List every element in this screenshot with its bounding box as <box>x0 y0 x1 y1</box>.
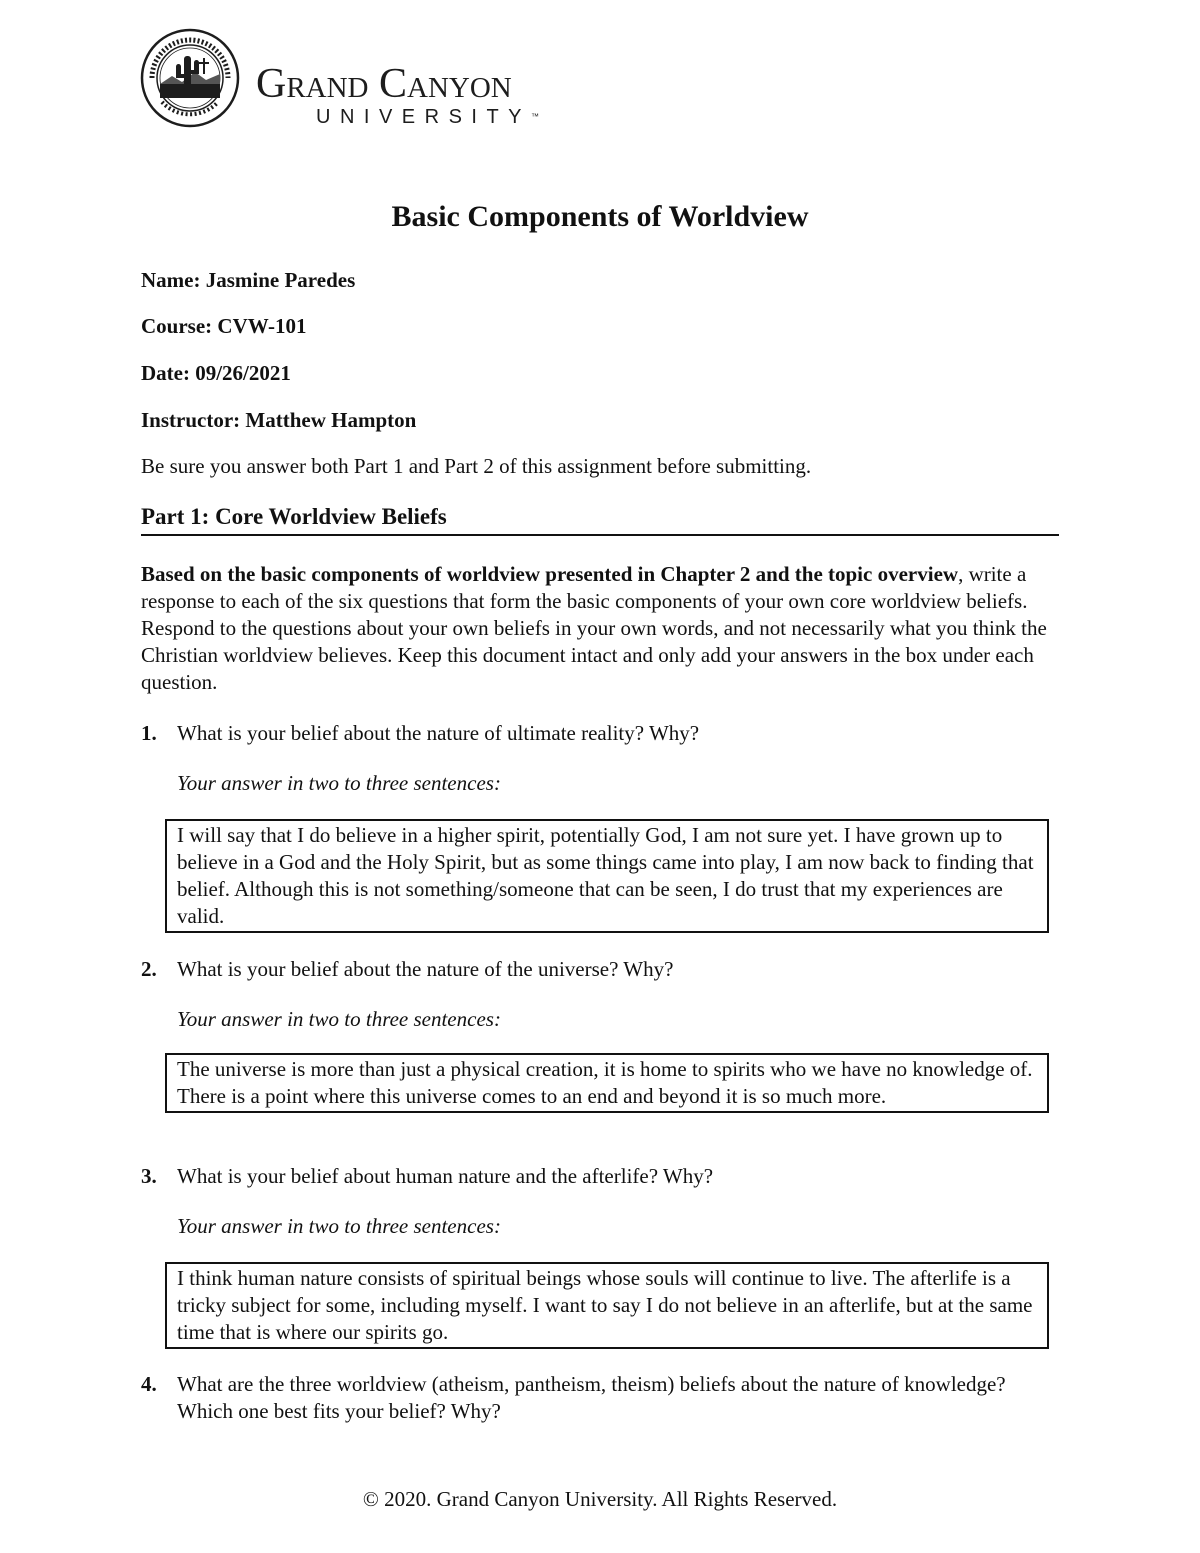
answer-prompt: Your answer in two to three sentences: <box>177 771 501 795</box>
question-text: What is your belief about the nature of the universe? Why? <box>177 957 674 981</box>
logo-subtitle: UNIVERSITY™ <box>316 106 540 128</box>
document-title: Basic Components of Worldview <box>391 200 809 233</box>
question-text: What are the three worldview (atheism, pantheism, theism) beliefs about the nature of knowledge? Which one best fits your belief? Why? <box>177 1372 1006 1423</box>
copyright-footer: © 2020. Grand Canyon University. All Rights Reserved. <box>362 1487 838 1511</box>
question-number: 4. <box>141 1372 157 1396</box>
question-text: What is your belief about human nature and the afterlife? Why? <box>177 1164 714 1188</box>
university-seal-icon <box>140 28 240 128</box>
answer-prompt: Your answer in two to three sentences: <box>177 1007 501 1031</box>
part1-intro <box>141 561 1059 696</box>
university-wordmark <box>256 61 540 128</box>
university-logo <box>140 28 660 130</box>
date-info: Date: 09/26/2021 <box>141 361 291 385</box>
question-text: What is your belief about the nature of ultimate reality? Why? <box>177 721 700 745</box>
question-number: 1. <box>141 721 157 745</box>
answer-box-3[interactable]: I think human nature consists of spiritual beings whose souls will continue to live. The afterlife is a tricky subject for some, including myself. I want to say I do not believe in an afterlife, but at the same time that is where our spirits go. <box>165 1262 1049 1349</box>
answer-prompt: Your answer in two to three sentences: <box>177 1214 501 1238</box>
answer-box-1[interactable]: I will say that I do believe in a higher spirit, potentially God, I am not sure yet. I have grown up to believe in a God and the Holy Spirit, but as some things came into play, I am now back to finding that belief. Although this is not something/someone that can be seen, I do trust that my experiences are valid. <box>165 819 1049 933</box>
answer-box-2[interactable]: The universe is more than just a physical creation, it is home to spirits who we have no knowledge of. There is a point where this universe comes to an end and beyond it is so much more. <box>165 1053 1049 1113</box>
intro-text: , write a response to each of the six questions that form the basic components of your own core worldview beliefs. Respond to the questions about your own beliefs in your own words, and not necessarily what you think the Christian worldview believes. Keep this document intact and only add your answers in the box under each question. <box>141 562 1047 694</box>
question-1 <box>141 720 1041 747</box>
question-4 <box>141 1371 1041 1425</box>
question-number: 2. <box>141 957 157 981</box>
logo-wordmark: Grand Canyon <box>256 61 512 107</box>
question-3 <box>141 1163 1041 1190</box>
part1-heading: Part 1: Core Worldview Beliefs <box>141 504 1059 536</box>
intro-bold-text: Based on the basic components of worldview presented in Chapter 2 and the topic overview <box>141 562 959 586</box>
course-info: Course: CVW-101 <box>141 314 307 338</box>
question-2 <box>141 956 1041 983</box>
instructor-info: Instructor: Matthew Hampton <box>141 408 417 432</box>
instruction-text: Be sure you answer both Part 1 and Part 2 of this assignment before submitting. <box>141 454 812 478</box>
question-number: 3. <box>141 1164 157 1188</box>
student-name: Name: Jasmine Paredes <box>141 268 356 292</box>
